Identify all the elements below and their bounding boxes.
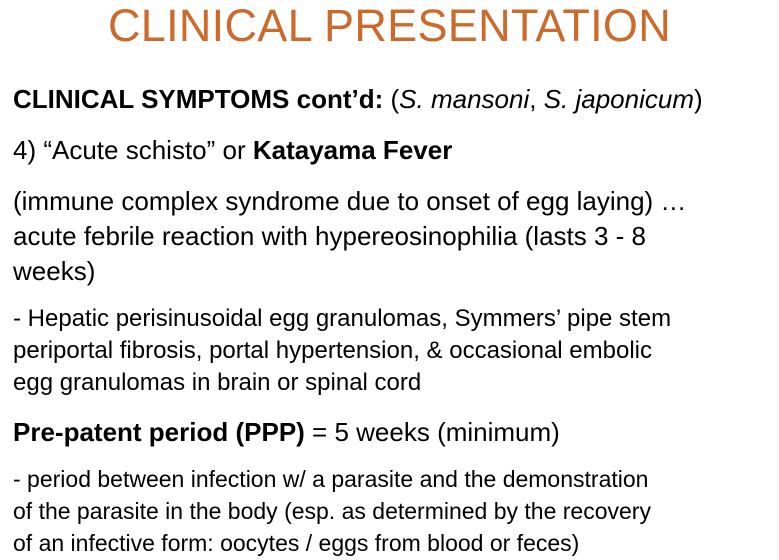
period-line-3: of an infective form: oocytes / eggs from blood or feces) (13, 530, 580, 556)
immune-line-3: weeks) (13, 256, 96, 286)
slide-title: CLINICAL PRESENTATION (107, 0, 672, 51)
hepatic-line-2: periportal fibrosis, portal hypertension, & occasional embolic (13, 337, 652, 364)
ppp-value: = 5 weeks (minimum) (304, 417, 560, 447)
item-4-katayama (13, 135, 452, 166)
species-separator: , (529, 84, 544, 114)
symptoms-heading (13, 84, 703, 115)
symptoms-heading-close: ) (694, 84, 703, 114)
ppp-term: Pre-patent period (PPP) (13, 417, 305, 447)
item-4-prefix: 4) “Acute schisto” or (13, 135, 253, 165)
symptoms-heading-label: CLINICAL SYMPTOMS cont’d: (13, 84, 384, 114)
period-line-1: - period between infection w/ a parasite and the demonstration (13, 466, 649, 492)
hepatic-line-1: - Hepatic perisinusoidal egg granulomas, Symmers’ pipe stem (13, 305, 672, 332)
hepatic-line-3: egg granulomas in brain or spinal cord (13, 369, 422, 396)
immune-line-1: (immune complex syndrome due to onset of egg laying) … (13, 186, 687, 216)
symptoms-heading-open: ( (383, 84, 400, 114)
immune-line-2: acute febrile reaction with hypereosinophilia (lasts 3 - 8 (13, 221, 647, 251)
species-japonicum: S. japonicum (543, 84, 694, 114)
period-line-2: of the parasite in the body (esp. as determined by the recovery (13, 498, 651, 524)
species-mansoni: S. mansoni (399, 84, 530, 114)
katayama-fever-term: Katayama Fever (252, 135, 453, 165)
ppp-line (13, 417, 560, 448)
